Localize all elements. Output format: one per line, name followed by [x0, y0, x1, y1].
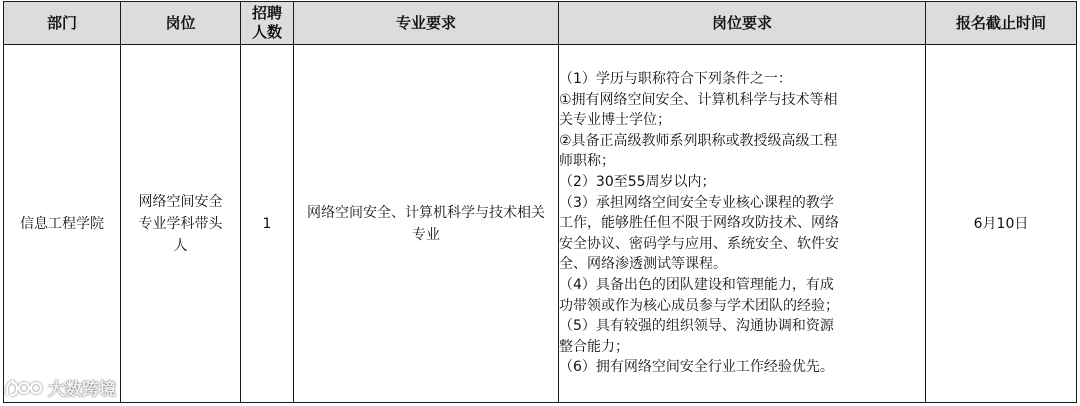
requirement-line: （5）具有较强的组织领导、沟通协调和资源 [559, 318, 834, 335]
requirement-line: 关专业博士学位； [559, 112, 671, 129]
requirement-line: （4）具备出色的团队建设和管理能力，有成 [559, 276, 834, 293]
recruitment-table [3, 1, 1077, 403]
department-text: 信息工程学院 [20, 215, 104, 232]
requirement-line: （1）学历与职称符合下列条件之一： [559, 71, 792, 88]
header-deadline: 报名截止时间 [926, 2, 1077, 45]
requirement-line: 师职称； [559, 153, 615, 170]
cell-deadline [926, 45, 1077, 403]
requirement-line: 全、网络渗透测试等课程。 [559, 256, 727, 273]
requirement-line: 功带领或作为核心成员参与学术团队的经验； [559, 297, 839, 314]
header-headcount [241, 2, 294, 45]
headcount-text: 1 [262, 215, 272, 232]
header-department: 部门 [4, 2, 121, 45]
watermark-text: 大数跨境 [48, 380, 116, 400]
deadline-text: 6月10日 [973, 215, 1029, 232]
major-text: 网络空间安全、计算机科学与技术相关专业 [307, 204, 545, 243]
header-row [4, 2, 1077, 45]
position-text: 网络空间安全专业学科带头人 [138, 193, 223, 254]
requirement-line: 安全协议、密码学与应用、系统安全、软件安 [559, 235, 839, 252]
requirement-line: ②具备正高级教师系列职称或教授级高级工程 [559, 132, 838, 149]
table-header [4, 2, 1077, 45]
table-row [4, 45, 1077, 403]
requirement-line: （6）拥有网络空间安全行业工作经验优先。 [559, 359, 834, 376]
header-requirements: 岗位要求 [559, 2, 926, 45]
cell-requirements [559, 45, 926, 403]
header-major: 专业要求 [294, 2, 559, 45]
cell-major [294, 45, 559, 403]
requirement-line: 整合能力； [559, 338, 629, 355]
header-headcount-label: 招聘人数 [251, 4, 282, 41]
requirement-line: （2）30至55周岁以内； [559, 174, 716, 191]
cell-position [121, 45, 241, 403]
cell-headcount [241, 45, 294, 403]
cell-department [4, 45, 121, 403]
requirement-line: ①拥有网络空间安全、计算机科学与技术等相 [559, 91, 838, 108]
requirement-line: （3）承担网络空间安全专业核心课程的教学 [559, 194, 834, 211]
header-position: 岗位 [121, 2, 241, 45]
requirement-line: 工作，能够胜任但不限于网络攻防技术、网络 [559, 215, 839, 232]
table-body [4, 45, 1077, 403]
